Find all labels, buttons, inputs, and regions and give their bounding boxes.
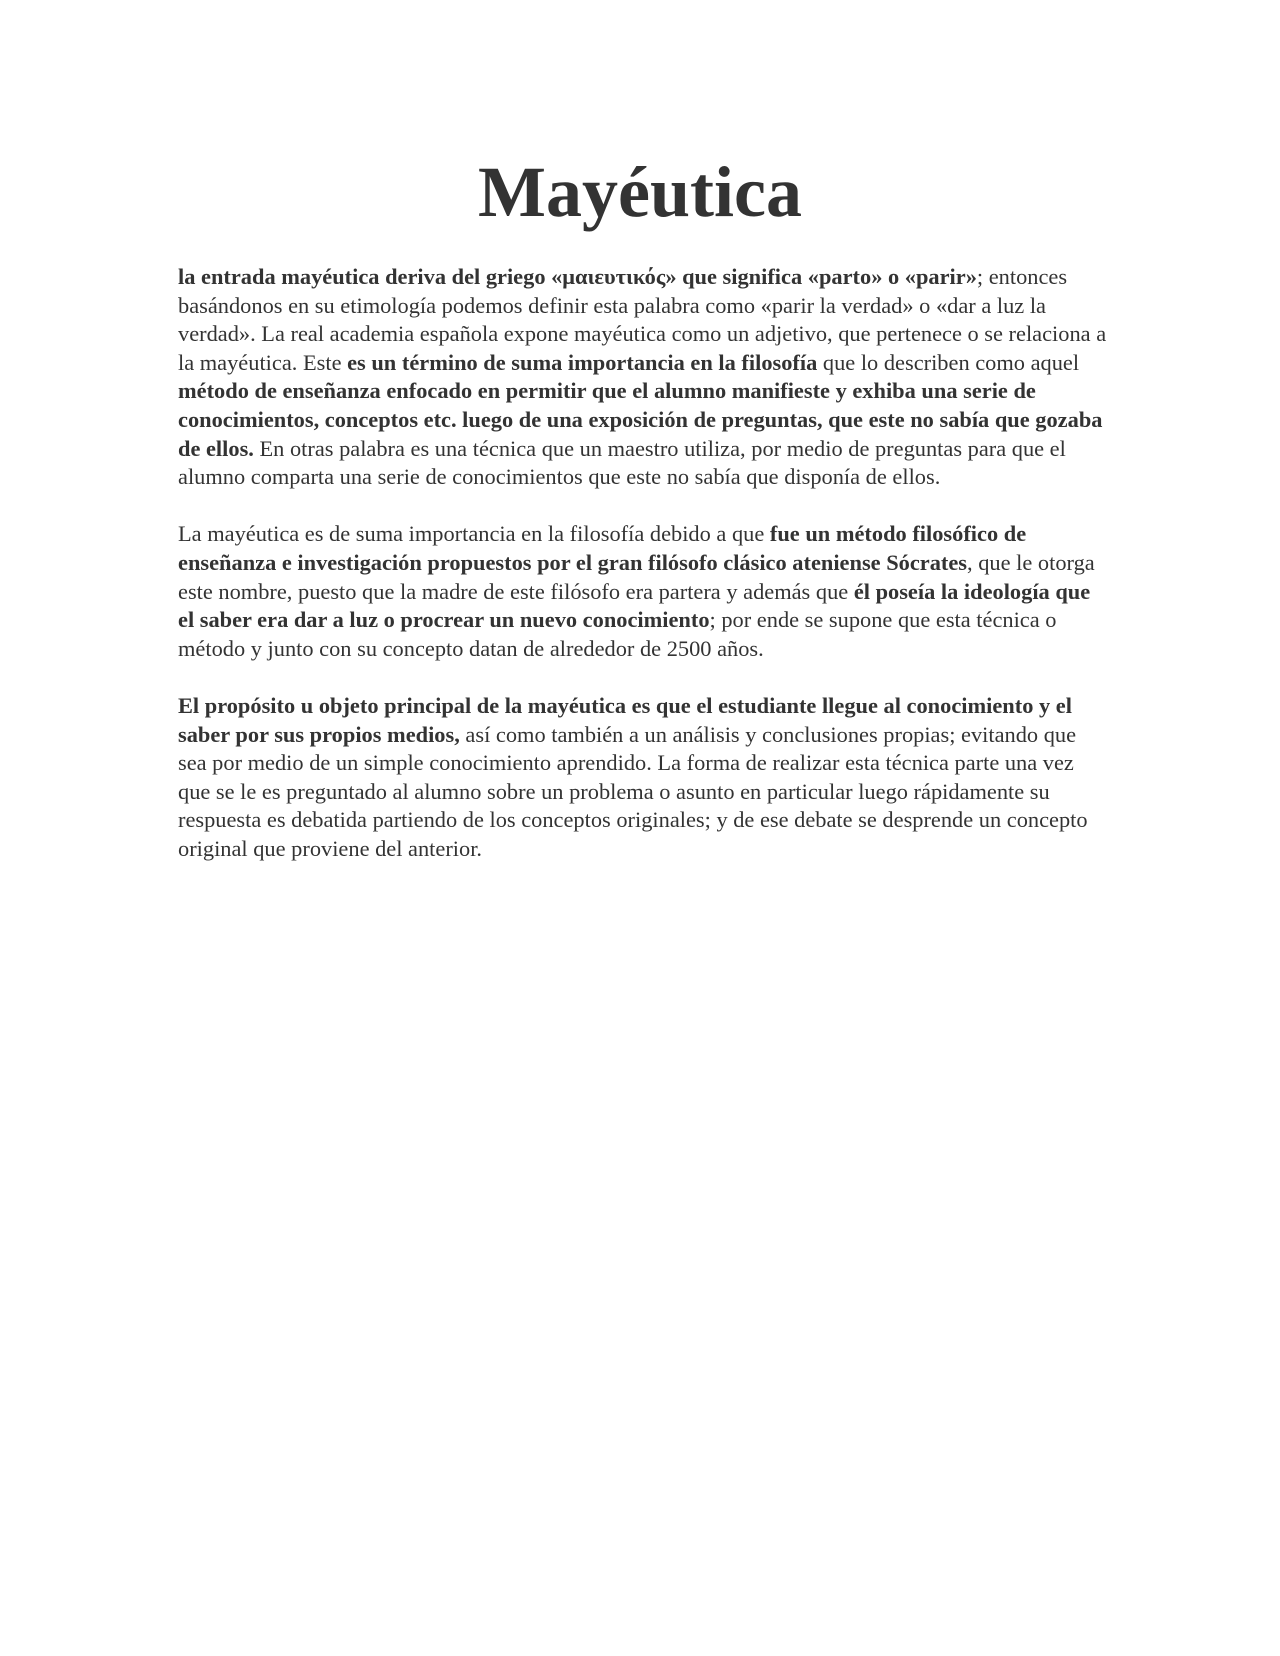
text-run: En otras palabra es una técnica que un maestro utiliza, por medio de preguntas para que el alumno comparta una serie de conocimientos que este no sabía que disponía de ellos.: [178, 435, 1066, 490]
text-run: ; entonces basándonos en su etimología podemos definir esta palabra como «parir la verdad» o «dar a luz la verdad». La real academia española expone mayéutica como un adjetivo, que pertenece o se relaciona a la mayéutica. Este: [178, 264, 1107, 375]
text-run: La mayéutica es de suma importancia en la filosofía debido a que: [178, 521, 770, 547]
text-run: es un término de suma importancia en la filosofía: [347, 349, 818, 375]
text-run: El propósito u objeto principal de la mayéutica es que el estudiante llegue al conocimiento y el saber por sus propios medios,: [178, 692, 1072, 747]
text-run: la entrada mayéutica deriva del griego «μαιευτικός» que significa «parto» o «parir»: [178, 264, 977, 289]
paragraph-importance: [178, 520, 1108, 663]
text-run: fue un método filosófico de enseñanza e investigación propuestos por el gran filósofo clásico ateniense Sócrates: [178, 521, 1027, 575]
paragraph-etymology: [178, 263, 1108, 492]
text-run: así como también a un análisis y conclusiones propias; evitando que sea por medio de un simple conocimiento aprendido. La forma de realizar esta técnica parte una vez que se le es preguntado al alumno sobre un problema o asunto en particular luego rápidamente su respuesta es debatida partiendo de los conceptos originales; y de ese debate se desprende un concepto original que proviene del anterior.: [178, 721, 1088, 861]
text-run: ; por ende se supone que esta técnica o método y junto con su concepto datan de alrededor de 2500 años.: [178, 607, 1057, 661]
document-title: Mayéutica: [478, 152, 802, 232]
text-run: , que le otorga este nombre, puesto que la madre de este filósofo era partera y además que: [178, 549, 1095, 604]
document-body: [178, 263, 1108, 892]
text-run: él poseía la ideología que el saber era dar a luz o procrear un nuevo conocimiento: [178, 578, 1091, 633]
text-run: que lo describen como aquel: [817, 349, 1080, 375]
text-run: método de enseñanza enfocado en permitir que el alumno manifieste y exhiba una serie de conocimientos, conceptos etc. luego de una exposición de preguntas, que este no sabía que gozaba de ellos.: [178, 378, 1103, 461]
paragraph-purpose: [178, 692, 1108, 864]
